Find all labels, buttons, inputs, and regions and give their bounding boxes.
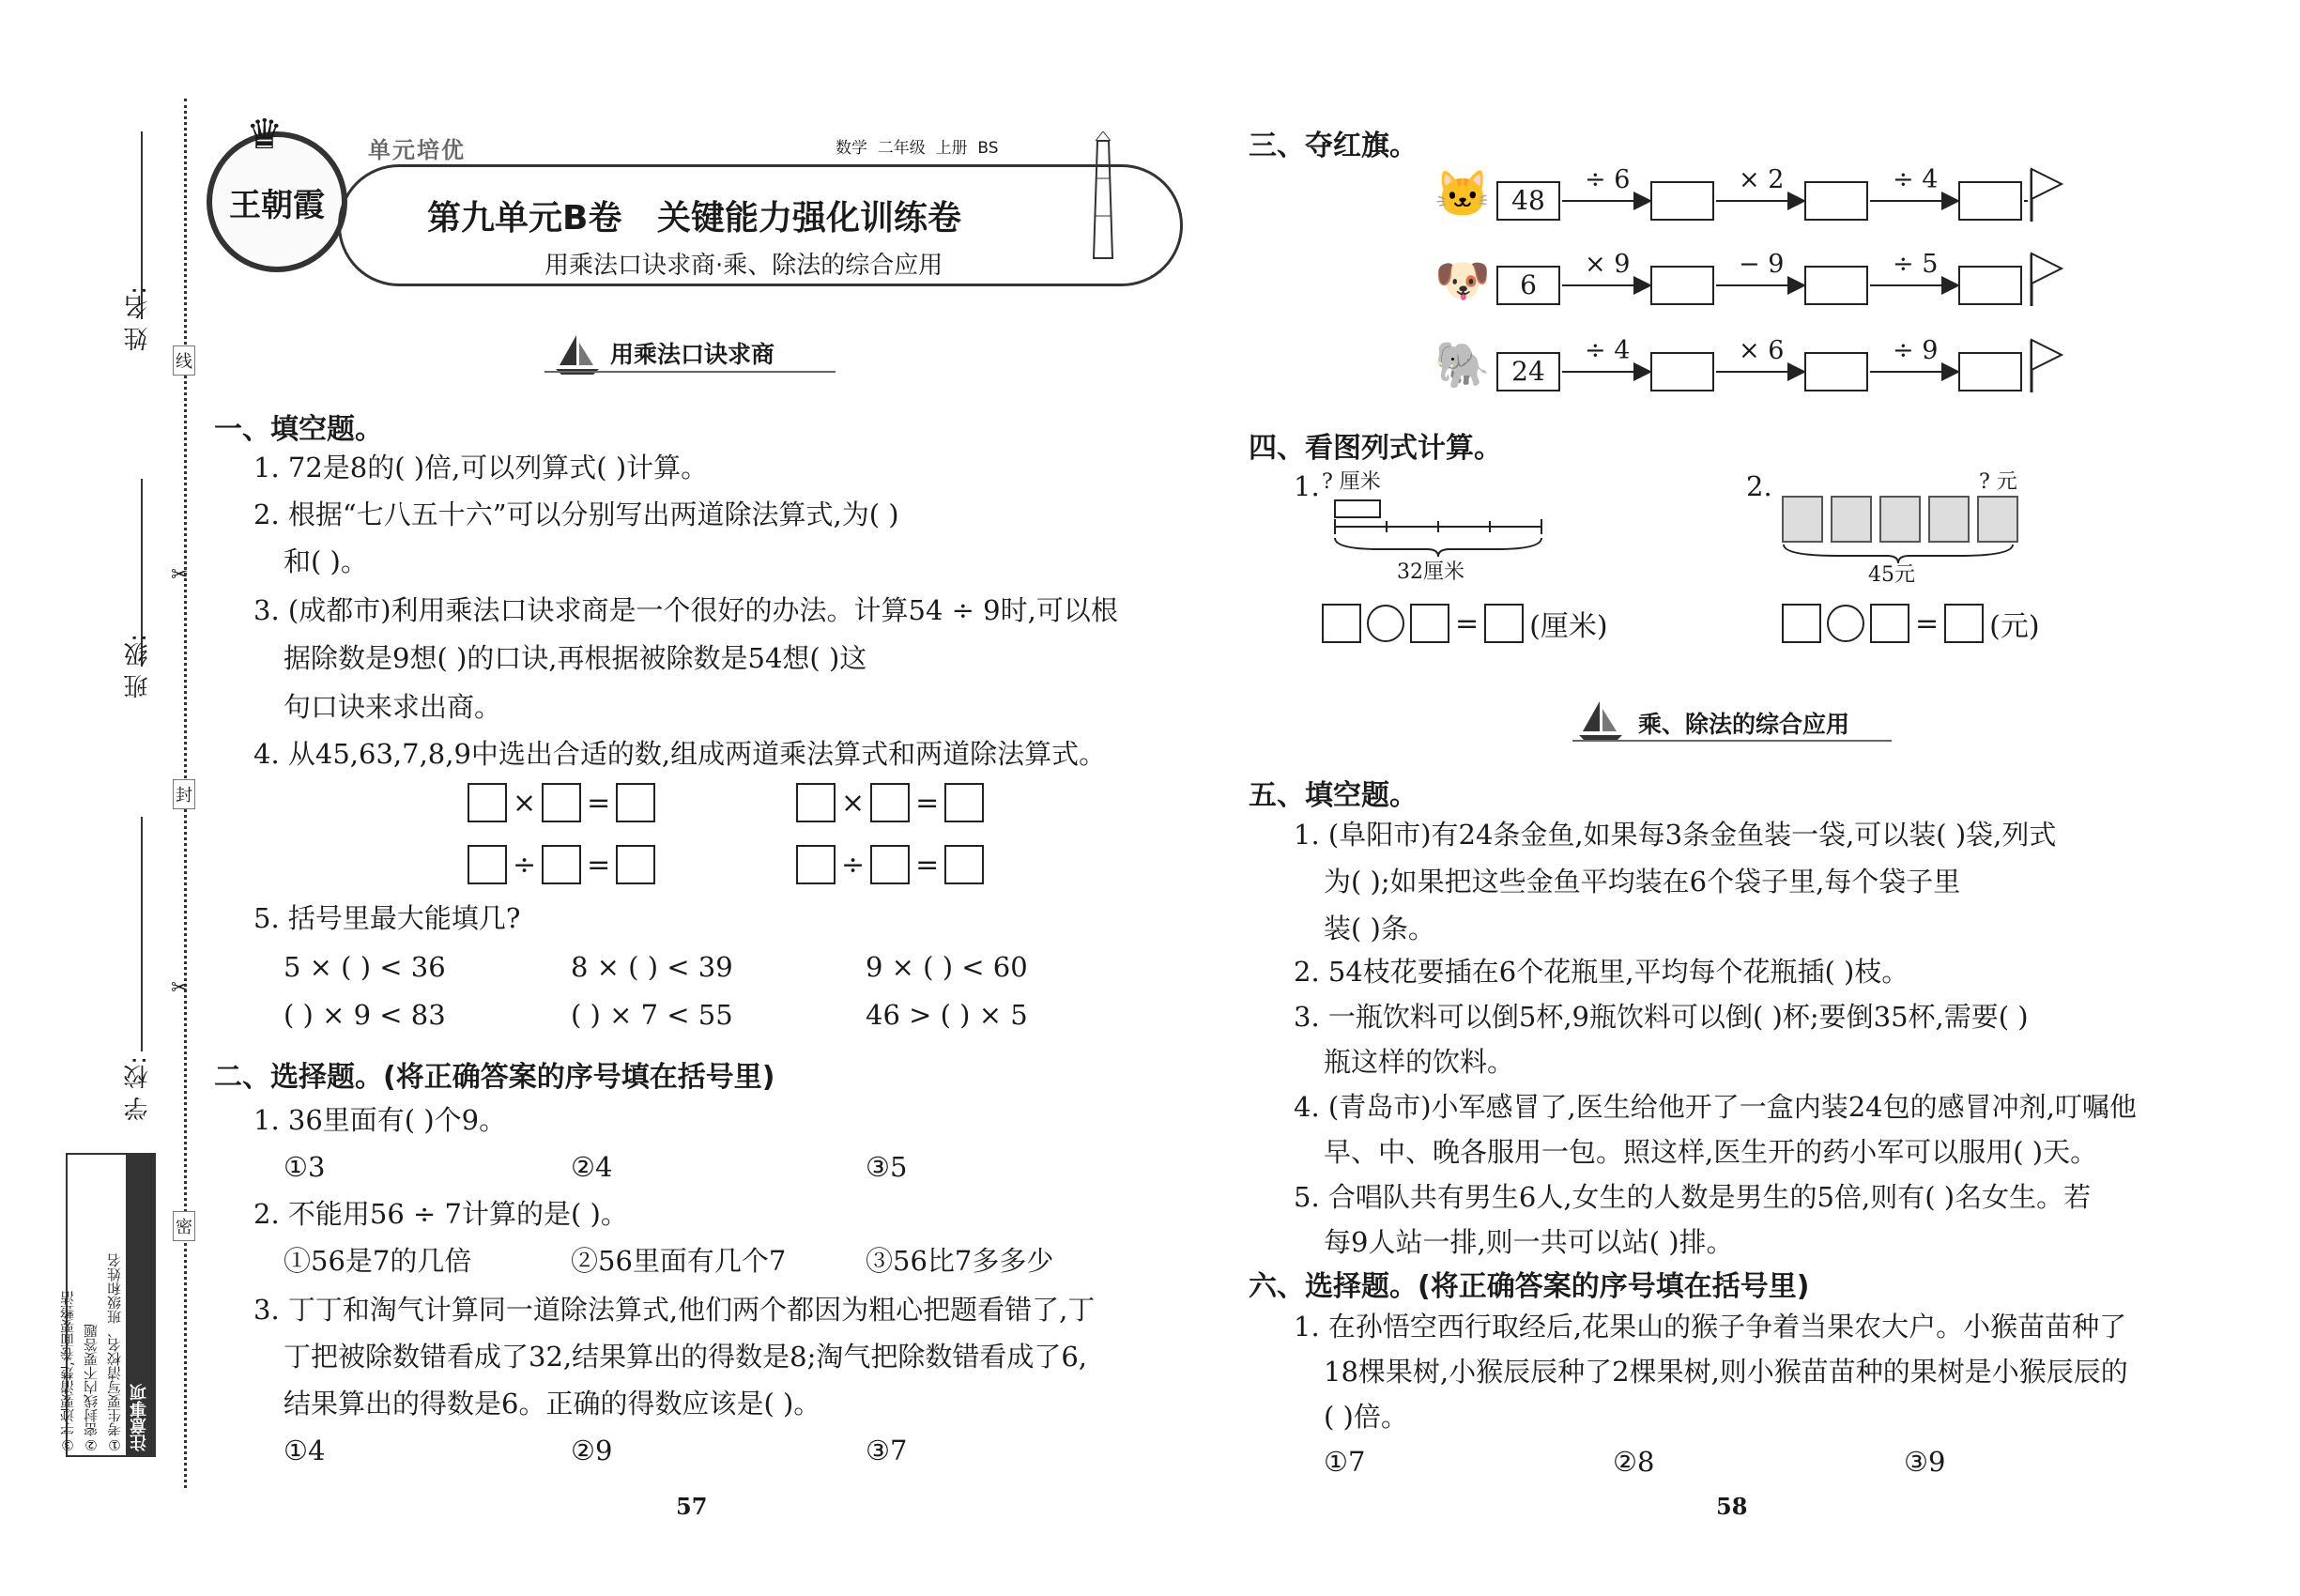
question-1-cont: 为( );如果把这些金鱼平均装在6个袋子里,每个袋子里 <box>1324 866 1961 898</box>
chain-start: 24 <box>1496 352 1560 391</box>
question-4: 4. (青岛市)小军感冒了,医生给他开了一盒内装24包的感冒冲剂,叮嘱他 <box>1294 1091 2137 1123</box>
chain-arrows <box>1558 178 2028 394</box>
section-title-choice-2: 六、选择题。(将正确答案的序号填在括号里) <box>1249 1270 1810 1303</box>
page-title: 第九单元B卷 关键能力强化训练卷 <box>427 199 962 238</box>
answer-box[interactable] <box>542 783 581 822</box>
unit-label: (厘米) <box>1529 610 1608 643</box>
brand-name: 王朝霞 <box>229 186 325 224</box>
answer-box[interactable] <box>468 783 507 822</box>
choice-question-1: 1. 36里面有( )个9。 <box>253 1104 507 1136</box>
question-4-cont: 早、中、晚各服用一包。照这样,医生开的药小军可以服用( )天。 <box>1324 1136 2098 1168</box>
choice-question-3-cont: 丁把被除数错看成了32,结果算出的得数是8;淘气把除数错看成了6, <box>284 1341 1088 1373</box>
question-3-cont: 句口诀来求出商。 <box>284 691 502 723</box>
cut-mark-secret: 密 <box>173 1211 195 1241</box>
question-5: 5. 括号里最大能填几? <box>253 902 521 934</box>
segment-top-label: ? 厘米 <box>1322 470 1381 494</box>
operator-circle[interactable] <box>1367 605 1404 642</box>
equation-row: × = <box>796 783 984 822</box>
inequality-item: 5 × ( ) < 36 <box>284 951 446 983</box>
answer-box[interactable] <box>944 783 984 822</box>
chain-start: 6 <box>1496 266 1560 305</box>
question-1-cont: 装( )条。 <box>1324 913 1435 944</box>
choice-option: ③56比7多多少 <box>866 1245 1054 1277</box>
note-item: ①考生要写清校名、班级和姓名 <box>106 1253 123 1453</box>
answer-box[interactable] <box>542 845 581 884</box>
chain-operation: × 2 <box>1739 165 1785 194</box>
equation-row: ÷ = <box>796 845 984 884</box>
choice-question-2: 2. 不能用56 ÷ 7计算的是( )。 <box>253 1198 628 1230</box>
inequality-item: 9 × ( ) < 60 <box>866 951 1028 983</box>
question-5-cont: 每9人站一排,则一共可以站( )排。 <box>1324 1226 1734 1258</box>
problem-number: 2. <box>1746 470 1772 502</box>
question-4: 4. 从45,63,7,8,9中选出合适的数,组成两道乘法算式和两道除法算式。 <box>253 738 1107 770</box>
problem-number: 1. <box>1294 470 1320 502</box>
answer-box[interactable] <box>616 845 655 884</box>
answer-box[interactable] <box>1870 604 1909 643</box>
chain-operation: × 6 <box>1739 336 1785 365</box>
unit-label: (元) <box>1989 610 2040 643</box>
cut-mark-line: 线 <box>173 345 195 376</box>
answer-box[interactable] <box>1410 604 1449 643</box>
page-subtitle: 用乘法口诀求商·乘、除法的综合应用 <box>544 252 943 280</box>
flag-icon <box>2028 252 2065 312</box>
question-2: 2. 根据“七八五十六”可以分别写出两道除法算式,为( ) <box>253 499 899 530</box>
cat-icon: 🐱 <box>1434 168 1491 221</box>
choice-option: ①4 <box>284 1435 326 1466</box>
notes-title: 注意事项 <box>126 1155 154 1455</box>
question-3: 3. 一瓶饮料可以倒5杯,9瓶饮料可以倒( )杯;要倒35杯,需要( ) <box>1294 1001 2029 1033</box>
section-banner: 用乘法口诀求商 <box>610 341 775 368</box>
choice-question-3-cont: 结果算出的得数是6。正确的得数应该是( )。 <box>284 1388 821 1420</box>
choice-option: ③5 <box>866 1151 908 1183</box>
answer-box[interactable] <box>468 845 507 884</box>
inequality-item: ( ) × 9 < 83 <box>284 999 446 1031</box>
segment-bottom-label: 32厘米 <box>1397 560 1464 584</box>
question-5: 5. 合唱队共有男生6人,女生的人数是男生的5倍,则有( )名女生。若 <box>1294 1181 2092 1213</box>
choice-option: ③9 <box>1904 1446 1946 1478</box>
section-title-choice: 二、选择题。(将正确答案的序号填在括号里) <box>214 1061 775 1094</box>
book-icon <box>1977 496 2018 543</box>
equation-row: ÷ = <box>468 845 655 884</box>
flag-icon <box>2028 167 2065 227</box>
answer-box[interactable] <box>870 845 910 884</box>
question-1: 1. (阜阳市)有24条金鱼,如果每3条金鱼装一袋,可以装( )袋,列式 <box>1294 819 2057 851</box>
question-3-cont: 瓶这样的饮料。 <box>1324 1046 1515 1078</box>
book-icon <box>1928 496 1970 543</box>
answer-box[interactable] <box>796 783 836 822</box>
cut-mark-seal: 封 <box>173 779 195 809</box>
answer-box[interactable] <box>944 845 984 884</box>
chain-operation: ÷ 5 <box>1893 250 1939 279</box>
section-title-picture: 四、看图列式计算。 <box>1249 432 1502 465</box>
choice-option: ③7 <box>866 1435 908 1466</box>
dog-icon: 🐶 <box>1434 254 1491 307</box>
book-row <box>1782 496 2018 543</box>
section-banner: 乘、除法的综合应用 <box>1638 711 1850 738</box>
class-label: 班 级: <box>124 634 152 699</box>
section-title-fill-blank-2: 五、填空题。 <box>1249 779 1418 812</box>
choice-option: ②8 <box>1613 1446 1655 1478</box>
operator-circle[interactable] <box>1827 605 1864 642</box>
flag-icon <box>2028 338 2065 398</box>
inequality-item: ( ) × 7 < 55 <box>571 999 733 1031</box>
chain-operation: ÷ 6 <box>1585 165 1631 194</box>
price-top-label: ? 元 <box>1979 470 2017 494</box>
question-2-cont: 和( )。 <box>284 545 368 577</box>
question-2: 2. 54枝花要插在6个花瓶里,平均每个花瓶插( )枝。 <box>1294 956 1909 988</box>
section-banner-underline <box>1572 740 1892 742</box>
answer-box[interactable] <box>616 783 655 822</box>
notes-box <box>59 1153 156 1457</box>
choice-question-1: 1. 在孙悟空西行取经后,花果山的猴子争着当果农大户。小猴苗苗种了 <box>1294 1311 2127 1343</box>
choice-option: ①3 <box>284 1151 326 1183</box>
chain-operation: ÷ 9 <box>1893 336 1939 365</box>
book-icon <box>1831 496 1872 543</box>
choice-question-3: 3. 丁丁和淘气计算同一道除法算式,他们两个都因为粗心把题看错了,丁 <box>253 1294 1096 1326</box>
equation-row: = (厘米) <box>1322 603 1608 644</box>
page-number: 58 <box>1716 1493 1748 1520</box>
question-3: 3. (成都市)利用乘法口诀求商是一个很好的办法。计算54 ÷ 9时,可以根 <box>253 594 1118 626</box>
lighthouse-icon <box>1084 131 1122 263</box>
page-number: 57 <box>676 1493 708 1520</box>
elephant-icon: 🐘 <box>1434 339 1491 391</box>
chain-operation: − 9 <box>1739 250 1785 279</box>
section-title-flag: 三、夺红旗。 <box>1249 130 1418 162</box>
chain-operation: ÷ 4 <box>1585 336 1631 365</box>
answer-box[interactable] <box>1944 604 1984 643</box>
scissors-icon: ✂ <box>171 563 189 587</box>
answer-box[interactable] <box>870 783 910 822</box>
name-label: 姓 名: <box>124 286 152 352</box>
chain-start: 48 <box>1496 181 1560 221</box>
inequality-item: 46 > ( ) × 5 <box>866 999 1028 1031</box>
question-3-cont: 据除数是9想( )的口诀,再根据被除数是54想( )这 <box>284 642 867 674</box>
section-banner-underline <box>544 371 836 373</box>
choice-option: ②56里面有几个7 <box>571 1245 787 1277</box>
segment-diagram <box>1324 493 1558 559</box>
header-meta: 数学 二年级 上册 BS <box>836 139 999 158</box>
chain-operation: ÷ 4 <box>1893 165 1939 194</box>
choice-question-1-cont: 18棵果树,小猴辰辰种了2棵果树,则小猴苗苗种的果树是小猴辰辰的 <box>1324 1356 2128 1388</box>
section-title-fill-blank: 一、填空题。 <box>214 413 383 446</box>
school-underline <box>141 817 143 1051</box>
answer-box[interactable] <box>796 845 836 884</box>
answer-box[interactable] <box>1322 604 1361 643</box>
scissors-icon: ✂ <box>171 976 189 1000</box>
chain-operation: × 9 <box>1585 250 1631 279</box>
note-item: ③字迹要清楚,卷面要整洁 <box>59 1291 76 1453</box>
brace-bottom-label: 45元 <box>1868 563 1915 587</box>
choice-option: ①56是7的几倍 <box>284 1245 472 1277</box>
book-icon <box>1879 496 1921 543</box>
answer-box[interactable] <box>1782 604 1821 643</box>
book-icon <box>1782 496 1823 543</box>
choice-option: ②9 <box>571 1435 613 1466</box>
inequality-item: 8 × ( ) < 39 <box>571 951 733 983</box>
brand-tag: 单元培优 <box>368 137 466 163</box>
equation-row: × = <box>468 783 655 822</box>
note-item: ②密封线内不要答题 <box>83 1324 100 1453</box>
question-1: 1. 72是8的( )倍,可以列算式( )计算。 <box>253 452 709 483</box>
answer-box[interactable] <box>1484 604 1524 643</box>
choice-option: ①7 <box>1324 1446 1366 1478</box>
equation-row: = (元) <box>1782 603 2040 644</box>
sailboat-icon <box>1577 699 1624 745</box>
choice-question-1-cont: ( )倍。 <box>1324 1401 1408 1433</box>
school-label: 学 校: <box>124 1056 152 1122</box>
choice-option: ②4 <box>571 1151 613 1183</box>
crown-icon: ♛ <box>246 111 284 159</box>
